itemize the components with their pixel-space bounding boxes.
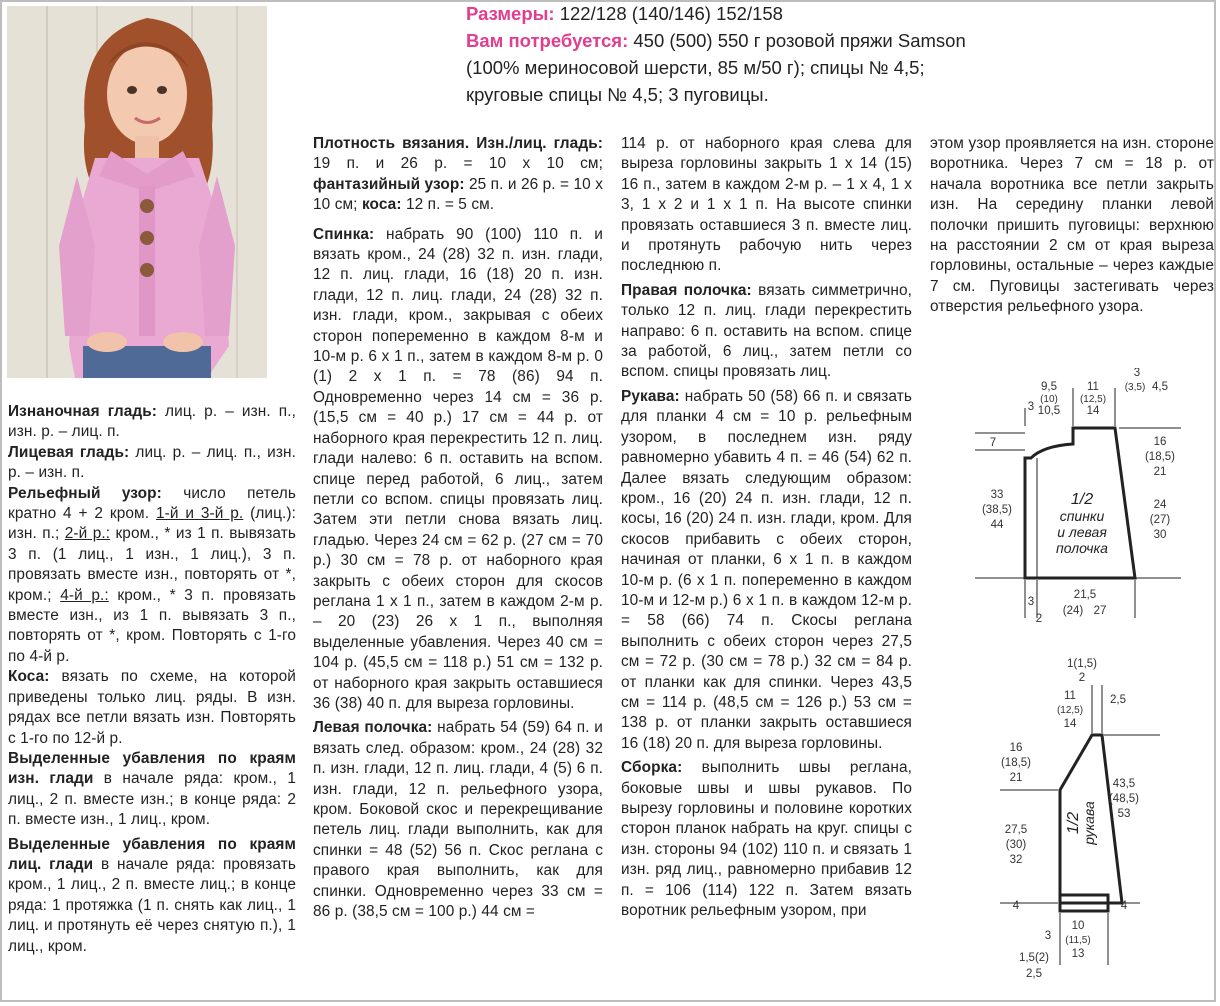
- dim-left-16a: (18,5): [1000, 757, 1032, 769]
- term-label: фантазийный узор:: [313, 175, 465, 193]
- dim-right-1b: 21: [1153, 466, 1167, 478]
- term-label: Спинка:: [313, 225, 375, 243]
- term-label: Правая полочка:: [621, 281, 752, 299]
- term-text: в начале ряда: провязать кром., 1 лиц., 2 п. вместе лиц.; в конце ряда: 1 протяжка (1 п. снять как лиц., 1 лиц. и протянуть её через снятую п.), 1 лиц., кром.: [8, 855, 296, 955]
- dim-top-left-b: 10,5: [1037, 405, 1061, 417]
- dim-left-7: 7: [989, 437, 997, 449]
- paragraph-decreases-purl: [8, 749, 296, 831]
- dim-left-height-a: (38,5): [981, 504, 1013, 516]
- column-3: [621, 134, 912, 921]
- dim-top-mid: 11: [1087, 381, 1099, 393]
- dim-top-25: 2,5: [1110, 694, 1126, 706]
- paragraph-assembly: [621, 758, 912, 921]
- dim-right-43: 43,5: [1112, 778, 1136, 790]
- dim-right-43a: (48,5): [1108, 793, 1140, 805]
- sizes-label: Размеры:: [466, 3, 555, 24]
- term-label: Сборка:: [621, 759, 683, 777]
- piece-label-1: 1/2: [1070, 491, 1094, 508]
- term-text: в начале ряда: кром., 1 лиц., 2 п. вместе изн.; в конце ряда: 2 п. вместе изн., 1 лиц., кром.: [8, 770, 296, 829]
- dim-right-4: 4: [1120, 900, 1128, 912]
- dim-top-left: 9,5: [1041, 381, 1057, 393]
- term-text: набрать 50 (58) 66 п. и связать для планки 4 см = 10 р. рельефным узором, в последнем изн. ряду равномерно убавить 4 п. = 46 (54) 62 п. Далее вязать следующим образом: кром., 16 (20) 24 п. изн. глади, 12 п. косы, 16 (20) 24 п. изн. глади, кром. Для скосов прибавить с обеих сторон, начиная от планки, 6 х 1 п. в каждом 10-м р. (6 х 1 п. попеременно в каждом 10-м и 12-м р.) 6 х 1 п. в каждом 12-м р. = 58 (66) 74 п. Скосы реглана выполнить с обеих сторон через 27,5 см = 72 р. (30 см = 78 р.) 32 см = 84 р. от планки как для спинки. Через 43,5 см = 114 р. (48,5 см = 126 р.) 53 см = 138 р. от планки закрыть оставшиеся 16 (18) 20 п. для выреза горловины.: [621, 387, 912, 752]
- dim-bottom-width-b: 27: [1093, 605, 1107, 617]
- term-text: вязать по схеме, на которой приведены только лиц. ряды. В изн. рядах все петли вязать изн. Повторять с 1-го по 12-й р.: [8, 668, 296, 747]
- term-text: 19 п. и 26 р. = 10 х 10 см;: [313, 155, 603, 173]
- paragraph-left-front-cont: 114 р. от наборного края слева для выреза горловины закрыть 1 х 14 (15) 16 п., затем в каждом 2-м р. – 1 х 4, 1 х 3, 1 х 2 и 1 х 1 п. На высоте спинки провязать оставшиеся 3 п. вместе лиц. и протянуть рабочую нить через последнюю п.: [621, 135, 912, 275]
- dim-top-11a: (12,5): [1056, 705, 1084, 716]
- sleeve-label-1: 1/2: [1065, 811, 1082, 835]
- row-ref: 1-й и 3-й р.: [155, 505, 244, 523]
- dim-right-2b: 30: [1153, 529, 1167, 541]
- dim-left-16: 16: [1009, 742, 1023, 754]
- materials-line-2: (100% мериносовой шерсти, 85 м/50 г); спицы № 4,5;: [466, 57, 925, 78]
- row-ref: 2-й р.:: [64, 525, 111, 543]
- dim-right-2: 24: [1153, 499, 1167, 511]
- dim-right-1: 16: [1153, 436, 1167, 448]
- dim-bottom-10a: (11,5): [1065, 935, 1091, 946]
- materials-label: Вам потребуется:: [466, 30, 629, 51]
- dim-bottom-10: 10: [1071, 920, 1085, 932]
- dim-mark-3: 3: [1027, 401, 1035, 413]
- dim-bottom-10b: 13: [1071, 948, 1085, 960]
- dim-top-1: 1(1,5): [1066, 658, 1098, 670]
- dim-left-27: 27,5: [1004, 824, 1028, 836]
- dim-left-height: 33: [990, 489, 1004, 501]
- term-text: набрать 54 (59) 64 п. и вязать след. образом: кром., 24 (28) 32 п. изн. глади, 12 п. лиц. глади, 4 (5) 6 п. изн. глади, 12 п. рельефного узора, кром. Боковой скос и перекрещивание петель лиц. глади выполнить, как для спинки = 48 (52) 56 п. Скос реглана с правого края выполнить, как для спинки. Одновременно через 33 см = 86 р. (38,5 см = 100 р.) 44 см =: [313, 719, 604, 921]
- term-text: выполнить швы реглана, боковые швы и швы рукавов. По вырезу горловины и половине коротких сторон планок набрать на круг. спицы с изн. стороны 94 (102) 110 п. и связать 1 изн. ряд лиц., равномерно прибавив 12 п. = 106 (114) 122 п. Затем вязать воротник рельефным узором, при: [621, 759, 912, 920]
- dim-top-right-b: 4,5: [1152, 381, 1168, 393]
- dim-left-height-b: 44: [990, 519, 1004, 531]
- term-label: Лицевая гладь:: [8, 443, 130, 461]
- piece-label-3: и левая: [1057, 524, 1107, 540]
- term-text: число петель кратно 4 + 2 кром.: [8, 484, 297, 523]
- paragraph-cable: [8, 667, 296, 749]
- term-label: Рельефный узор:: [8, 484, 162, 502]
- materials-line: [466, 27, 966, 54]
- piece-label-4: полочка: [1056, 540, 1108, 556]
- dim-bottom-width: 21,5: [1073, 589, 1097, 601]
- dim-top-right-a: (3,5): [1124, 382, 1146, 393]
- sizes-line: [466, 0, 966, 27]
- paragraph-stockinette: [8, 443, 296, 484]
- sleeve-label-2: рукава: [1081, 801, 1097, 845]
- dim-right-43b: 53: [1117, 808, 1131, 820]
- term-label: Плотность вязания. Изн./лиц. гладь:: [313, 135, 603, 152]
- paragraph-assembly-cont: этом узор проявляется на изн. стороне воротника. Через 7 см = 18 р. от начала воротника все петли закрыть изн. На середину планки левой полочки пришить пуговицы: верхнюю на расстоянии 2 см от края выреза горловины, остальные – через каждые 7 см. Пуговицы застегивать через отверстия рельефного узора.: [930, 135, 1214, 316]
- term-text: кром., * 3 п. провязать вместе изн., из 1 п. вывязать 3 п., повторять от *, кром. Повторять с 1-го по 4-й р.: [8, 586, 297, 665]
- paragraph-right-front: [621, 281, 912, 383]
- dim-right-2a: (27): [1149, 514, 1171, 526]
- dim-top-11: 11: [1064, 690, 1076, 702]
- row-ref: 4-й р.:: [60, 586, 109, 604]
- model-photo: [7, 6, 267, 378]
- term-text: вязать симметрично, только 12 п. лиц. глади перекрестить направо: 6 п. оставить на вспом. спице за работой, 6 лиц., затем петли со вспом. спицы провязать лиц.: [621, 281, 913, 381]
- materials-line-3: круговые спицы № 4,5; 3 пуговицы.: [466, 84, 769, 105]
- column-2: [313, 134, 603, 922]
- term-text: кром., * из 1 п. вывязать 3 п. (1 лиц., 1 изн., 1 лиц.), 3 п. провязать вместе изн., повторять от *, кром.;: [8, 525, 296, 604]
- term-text: лиц. р. – изн. п., изн. р. – лиц. п.: [8, 403, 296, 441]
- term-label: Выделенные убавления по краям лиц. глади: [8, 835, 296, 873]
- term-label: Коса:: [8, 668, 50, 686]
- term-text: 12 п. = 5 см.: [401, 196, 495, 214]
- paragraph-gauge: [313, 134, 603, 216]
- schematic-sleeve: [1000, 655, 1200, 985]
- dim-top-2: 2: [1078, 672, 1086, 684]
- paragraph-relief-pattern: [8, 484, 296, 668]
- term-label: Изнаночная гладь:: [8, 403, 158, 420]
- dim-top-11b: 14: [1063, 718, 1077, 730]
- dim-left-27a: (30): [1005, 839, 1027, 851]
- dim-bottom-width-a: (24): [1062, 605, 1084, 617]
- column-1: [8, 402, 296, 957]
- paragraph-left-front: [313, 718, 603, 922]
- dim-left-27b: 32: [1009, 854, 1023, 866]
- sizes-value: 122/128 (140/146) 152/158: [554, 3, 783, 24]
- term-text: лиц. р. – лиц. п., изн. р. – изн. п.: [8, 443, 296, 482]
- dim-left-4: 4: [1012, 900, 1020, 912]
- dim-bottom-3: 3: [1044, 930, 1052, 942]
- term-label: коса:: [361, 196, 402, 214]
- piece-label-2: спинки: [1059, 508, 1105, 524]
- dim-top-right: 3: [1133, 368, 1141, 379]
- pattern-header: [466, 0, 966, 108]
- schematic-back-front: [975, 368, 1205, 630]
- dim-bottom-25: 2,5: [1026, 968, 1042, 980]
- dim-bottom-3: 3: [1027, 596, 1035, 608]
- girl-cardigan-illustration: [7, 6, 267, 378]
- dim-bottom-2: 2: [1035, 613, 1043, 625]
- paragraph-decreases-knit: [8, 835, 296, 957]
- term-text: (лиц.): изн. п.;: [8, 505, 297, 543]
- dim-top-left-a: (10): [1040, 394, 1058, 405]
- dim-top-mid-b: 14: [1086, 405, 1100, 417]
- paragraph-back: [313, 225, 603, 715]
- dim-bottom-15: 1,5(2): [1018, 952, 1050, 964]
- term-label: Левая полочка:: [313, 719, 433, 737]
- dim-top-mid-a: (12,5): [1079, 394, 1107, 405]
- materials-value: 450 (500) 550 г розовой пряжи Samson: [628, 30, 966, 51]
- dim-right-1a: (18,5): [1144, 451, 1176, 463]
- term-text: 25 п. и 26 р. = 10 х 10 см;: [313, 175, 604, 214]
- term-text: набрать 90 (100) 110 п. и вязать кром., 24 (28) 32 п. изн. глади, 12 п. лиц. глади, 16 (18) 20 п. изн. глади, 12 п. лиц. глади, 24 (28) 32 п. изн. глади, кром., закрывая с обеих сторон попеременно в каждом 8-м и 10-м р. 6 х 1 п., затем в каждом 8-м р. 0 (1) 2 х 1 п. = 78 (86) 94 п. Одновременно через 14 см = 36 р. (15,5 см = 40 р.) 17 см = 44 р. от наборного края перекрестить 12 п. лиц. глади налево: 6 п. оставить на вспом. спице перед работой, 6 лиц., затем петли со вспом. спицы провязать лиц. Затем эти петли снова вязать лиц. гладью. Через 24 см = 62 р. (27 см = 70 р.) 30 см = 78 р. от наборного края закрыть с обеих сторон для скосов реглана 1 х 1 п., затем в каждом 2-м р. – 20 (23) 26 х 1 п., выполняя выделенные убавления. Через 40 см = 104 р. (45,5 см = 118 р.) 51 см = 132 р. от наборного края закрыть оставшиеся 36 (38) 40 п. для выреза горловины.: [313, 225, 603, 712]
- term-label: Выделенные убавления по краям изн. глади: [8, 749, 296, 788]
- dim-left-16b: 21: [1009, 772, 1023, 784]
- paragraph-reverse-stockinette: [8, 402, 296, 443]
- term-label: Рукава:: [621, 387, 680, 405]
- column-4: [930, 134, 1214, 318]
- paragraph-sleeves: [621, 387, 912, 754]
